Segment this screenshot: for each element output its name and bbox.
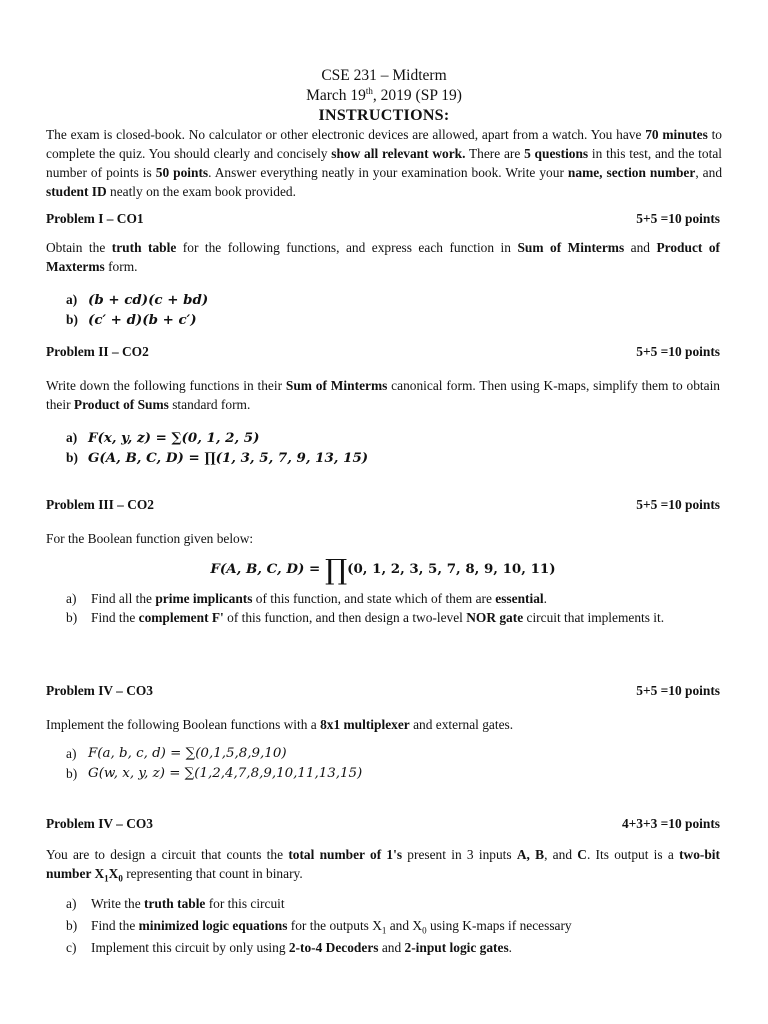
instructions-text: The exam is closed-book. No calculator or other electronic devices are allowed, apart from a watch. You have 70 minutes to complete the quiz. You should clearly and concisely show all relevant work. There are 5 questions in this test, and the total number of points is 50 points. Answer everything neatly in your examination book. Write your name, section number, and student ID neatly on the exam book provided.	[46, 127, 723, 199]
problem-statement: For the Boolean function given below:	[46, 531, 254, 546]
product-symbol: ∏	[324, 553, 348, 586]
subparts-list	[46, 744, 720, 784]
problem-statement: Implement the following Boolean functions with a 8x1 multiplexer and external gates.	[46, 717, 514, 732]
problem-points: 5+5 =10 points	[636, 497, 720, 512]
problem-heading	[46, 495, 720, 514]
problem-heading	[46, 681, 720, 700]
exam-title: CSE 231 – Midterm	[321, 67, 447, 84]
subparts-list	[46, 290, 720, 330]
exam-date: March 19th, 2019 (SP 19)	[306, 85, 462, 104]
list-item: b) Find the minimized logic equations for the outputs $X_1$ and $X_0$ using K-maps if necessary	[66, 918, 572, 936]
problem-points: 5+5 =10 points	[636, 683, 720, 698]
problem-2	[46, 342, 720, 468]
math-expression: (c′ + d)(b + c′)	[88, 312, 197, 328]
problem-title: Problem I – CO1	[46, 211, 144, 226]
problem-5	[46, 814, 720, 959]
problem-title: Problem IV – CO3	[46, 683, 154, 698]
list-item: a) (b + cd)(c + bd)	[66, 292, 209, 308]
math-expression: (b + cd)(c + bd)	[88, 292, 209, 308]
problem-3	[46, 495, 720, 627]
math-expression: G(w, x, y, z) = ∑(1,2,4,7,8,9,10,11,13,15)	[88, 766, 363, 781]
list-item: a) Write the truth table for this circuit	[66, 896, 285, 911]
math-expression: G(A, B, C, D) = ∏(1, 3, 5, 7, 9, 13, 15)	[88, 450, 369, 466]
problem-statement: Obtain the truth table for the following functions, and express each function in Sum of Minterms and Product of Maxterms form.	[46, 240, 720, 274]
exam-header	[0, 66, 768, 126]
problem-title: Problem III – CO2	[46, 497, 154, 512]
problem-title: Problem II – CO2	[46, 344, 149, 359]
problem-title: Problem IV – CO3	[46, 816, 154, 831]
problem-heading	[46, 342, 720, 361]
problem-heading	[46, 814, 720, 833]
list-item: a) F(a, b, c, d) = ∑(0,1,5,8,9,10)	[46, 744, 720, 764]
problem-4	[46, 681, 720, 784]
list-item: b) (c′ + d)(b + c′)	[66, 312, 197, 328]
math-expression: F(x, y, z) = ∑(0, 1, 2, 5)	[88, 430, 260, 446]
problem-statement: Write down the following functions in their Sum of Minterms canonical form. Then using K-maps, simplify them to obtain their Product of Sums standard form.	[46, 378, 721, 412]
subparts-list	[46, 589, 720, 627]
list-item: b) Find the complement F' of this function, and then design a two-level NOR gate circuit that implements it.	[66, 610, 665, 625]
problem-statement: You are to design a circuit that counts the total number of 1's present in 3 inputs A, B, and C. Its output is a two-bit number $X_1X_0$ representing that count in binary.	[46, 847, 720, 884]
problem-heading	[46, 209, 720, 228]
subparts-list	[46, 428, 720, 468]
math-expression: F(a, b, c, d) = ∑(0,1,5,8,9,10)	[88, 746, 287, 761]
problem-points: 4+3+3 =10 points	[621, 816, 720, 831]
problem-1	[46, 209, 720, 330]
list-item: c) Implement this circuit by only using 2-to-4 Decoders and 2-input logic gates.	[66, 940, 513, 955]
subparts-list	[46, 893, 720, 959]
problem-points: 5+5 =10 points	[636, 211, 720, 226]
instructions-heading: INSTRUCTIONS:	[318, 107, 450, 124]
list-item: a) F(x, y, z) = ∑(0, 1, 2, 5)	[66, 430, 260, 446]
list-item: a) Find all the prime implicants of this function, and state which of them are essential.	[66, 591, 547, 606]
list-item: b) G(w, x, y, z) = ∑(1,2,4,7,8,9,10,11,13,15)	[46, 764, 720, 784]
list-item: b) G(A, B, C, D) = ∏(1, 3, 5, 7, 9, 13, 15)	[66, 450, 369, 466]
problem-points: 5+5 =10 points	[636, 344, 720, 359]
boolean-function-equation: F(A, B, C, D) = ∏(0, 1, 2, 3, 5, 7, 8, 9, 10, 11)	[210, 553, 556, 586]
